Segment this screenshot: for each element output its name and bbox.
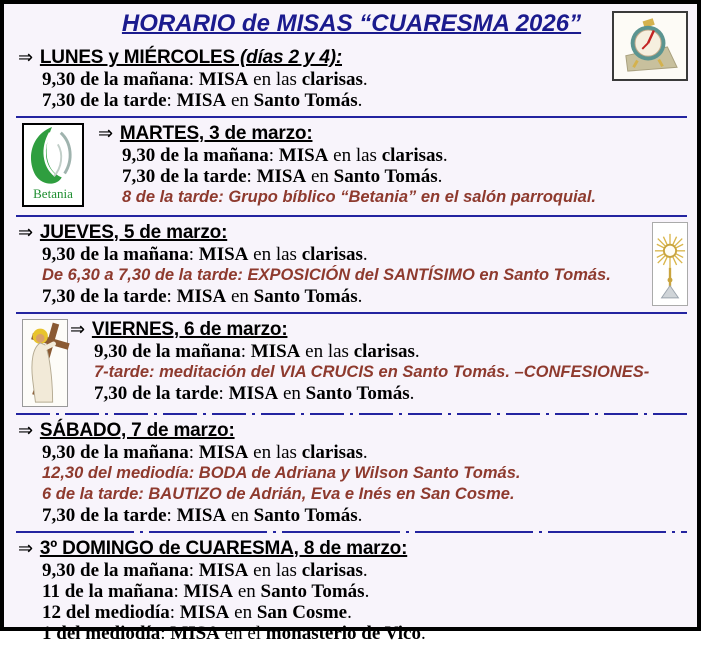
mass-time-line: 7,30 de la tarde: MISA en Santo Tomás. <box>42 90 363 111</box>
monstrance-icon <box>652 222 688 306</box>
mass-time-line: 11 de la mañana: MISA en Santo Tomás. <box>42 581 370 602</box>
section-heading <box>98 122 689 145</box>
arrow-icon: ⇒ <box>18 222 33 243</box>
heading-text: MARTES, 3 de marzo: <box>119 123 313 144</box>
arrow-icon: ⇒ <box>18 47 33 68</box>
arrow-icon: ⇒ <box>18 538 33 559</box>
mass-time-line: 7,30 de la tarde: MISA en Santo Tomás. <box>42 505 363 526</box>
mass-time-line: 9,30 de la mañana: MISA en las clarisas. <box>42 442 368 463</box>
mass-time-line: 12 del mediodía: MISA en San Cosme. <box>42 602 352 623</box>
section-heading <box>18 419 689 442</box>
special-event-line: De 6,30 a 7,30 de la tarde: EXPOSICIÓN del SANTÍSIMO en Santo Tomás. <box>42 266 611 284</box>
jesus-cross-graphic <box>24 321 66 405</box>
monstrance-graphic <box>654 224 686 304</box>
mass-time-line: 9,30 de la mañana: MISA en las clarisas. <box>42 560 368 581</box>
section-heading <box>18 46 689 69</box>
special-event-line: 6 de la tarde: BAUTIZO de Adrián, Eva e Inés en San Cosme. <box>42 485 515 503</box>
mass-time-line: 1 del mediodía: MISA en el monasterio de Vico. <box>42 623 426 644</box>
separator-line-dashdot <box>16 413 687 415</box>
betania-logo-label: Betania <box>33 186 73 201</box>
arrow-icon: ⇒ <box>70 319 85 340</box>
special-event-line: 12,30 del mediodía: BODA de Adriana y Wilson Santo Tomás. <box>42 464 521 482</box>
section-heading <box>18 537 689 560</box>
arrow-icon: ⇒ <box>18 420 33 441</box>
mass-time-line: 9,30 de la mañana: MISA en las clarisas. <box>42 69 368 90</box>
mass-time-line: 9,30 de la mañana: MISA en las clarisas. <box>94 341 420 362</box>
heading-italic-text: (días 2 y 4): <box>234 47 342 68</box>
separator-line <box>16 116 687 118</box>
title-row <box>14 9 689 42</box>
section-heading <box>70 318 689 341</box>
arrow-icon: ⇒ <box>98 123 113 144</box>
separator-line <box>16 312 687 314</box>
mass-time-line: 9,30 de la mañana: MISA en las clarisas. <box>42 244 368 265</box>
section-heading <box>18 221 645 244</box>
section-lines <box>18 560 689 644</box>
special-event-line: 7-tarde: meditación del VIA CRUCIS en Santo Tomás. –CONFESIONES- <box>94 363 650 381</box>
separator-line <box>16 215 687 217</box>
alarm-clock-icon <box>612 11 688 81</box>
section-lines <box>98 145 689 208</box>
section-domingo <box>14 536 689 646</box>
betania-leaf-icon <box>25 125 81 189</box>
mass-time-line: 7,30 de la tarde: MISA en Santo Tomás. <box>122 166 443 187</box>
heading-text: 3º DOMINGO de CUARESMA, 8 de marzo: <box>39 538 408 559</box>
heading-text: VIERNES, 6 de marzo: <box>91 319 288 340</box>
section-martes <box>14 121 689 212</box>
section-viernes <box>14 317 689 410</box>
section-sabado <box>14 418 689 528</box>
special-event-line: 8 de la tarde: Grupo bíblico “Betania” en el salón parroquial. <box>122 188 597 206</box>
mass-time-line: 7,30 de la tarde: MISA en Santo Tomás. <box>94 383 415 404</box>
section-lines <box>18 69 689 111</box>
alarm-clock-graphic <box>619 17 681 75</box>
jesus-carrying-cross-icon <box>22 319 68 407</box>
heading-text: SÁBADO, 7 de marzo: <box>39 420 235 441</box>
section-lines <box>18 244 645 307</box>
mass-time-line: 9,30 de la mañana: MISA en las clarisas. <box>122 145 448 166</box>
heading-text: LUNES y MIÉRCOLES <box>39 47 235 68</box>
section-lines <box>18 442 689 526</box>
heading-text: JUEVES, 5 de marzo: <box>39 222 228 243</box>
separator-line-longdash <box>16 531 687 533</box>
mass-time-line: 7,30 de la tarde: MISA en Santo Tomás. <box>42 286 363 307</box>
section-jueves <box>14 220 689 309</box>
section-lunes-miercoles <box>14 45 689 113</box>
section-lines <box>70 341 689 404</box>
betania-logo <box>22 123 84 207</box>
page-title: HORARIO de MISAS “CUARESMA 2026” <box>121 10 582 37</box>
